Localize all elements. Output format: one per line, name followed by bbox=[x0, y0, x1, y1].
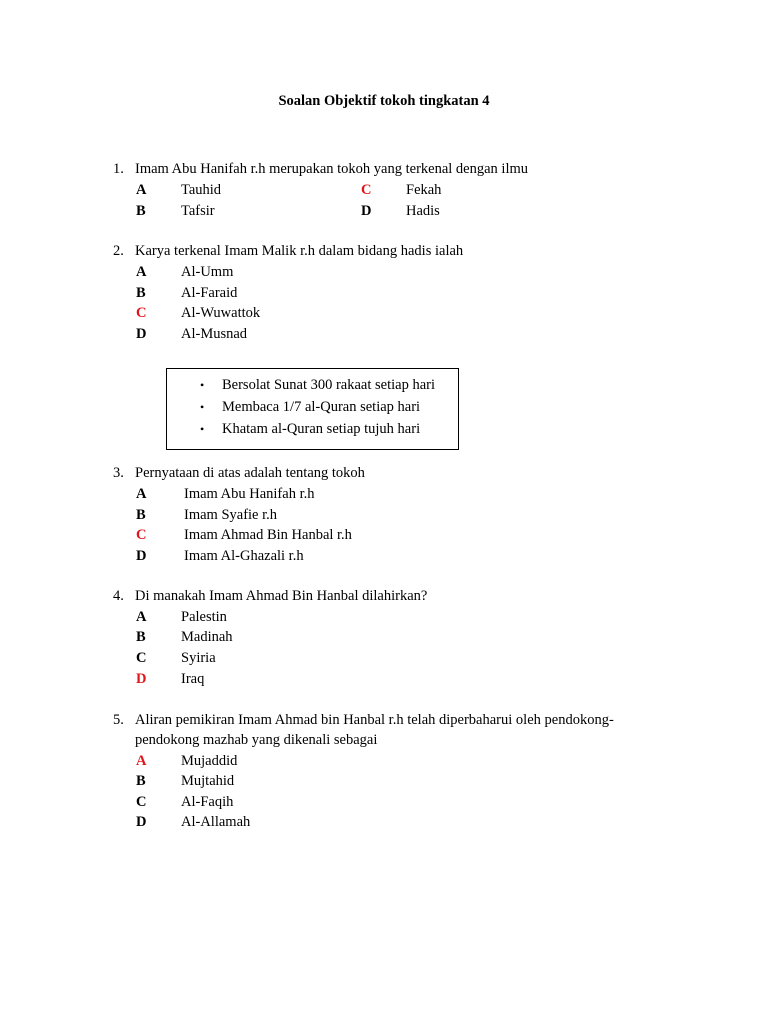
option-text-a: Palestin bbox=[181, 609, 227, 625]
option-letter-c-answer: C bbox=[136, 527, 147, 543]
question-text: Di manakah Imam Ahmad Bin Hanbal dilahirkan? bbox=[135, 588, 428, 604]
option-letter-b: B bbox=[136, 203, 146, 219]
option-text-b: Al-Faraid bbox=[181, 285, 238, 301]
option-text-a: Al-Umm bbox=[181, 264, 234, 280]
option-text-b: Madinah bbox=[181, 629, 233, 645]
option-text-a: Tauhid bbox=[181, 182, 222, 198]
option-letter-d: D bbox=[136, 326, 147, 342]
option-text-d: Imam Al-Ghazali r.h bbox=[184, 548, 304, 564]
option-letter-c-answer: C bbox=[361, 182, 372, 198]
option-text-d: Al-Musnad bbox=[181, 326, 248, 342]
option-letter-b: B bbox=[136, 629, 146, 645]
option-letter-a: A bbox=[136, 182, 147, 198]
option-letter-c-answer: C bbox=[136, 305, 147, 321]
option-letter-c: C bbox=[136, 650, 147, 666]
option-letter-d: D bbox=[136, 548, 147, 564]
option-letter-d: D bbox=[361, 203, 372, 219]
statement-item: Membaca 1/7 al-Quran setiap hari bbox=[222, 399, 421, 415]
option-text-b: Imam Syafie r.h bbox=[184, 507, 278, 523]
question-text: Karya terkenal Imam Malik r.h dalam bidang hadis ialah bbox=[135, 243, 464, 259]
option-text-c: Syiria bbox=[181, 650, 216, 666]
option-letter-a: A bbox=[136, 609, 147, 625]
option-letter-a: A bbox=[136, 486, 147, 502]
option-letter-d: D bbox=[136, 814, 147, 830]
option-text-a: Mujaddid bbox=[181, 753, 238, 769]
bullet-icon: • bbox=[200, 422, 205, 436]
option-text-a: Imam Abu Hanifah r.h bbox=[184, 486, 315, 502]
option-letter-b: B bbox=[136, 773, 146, 789]
option-text-d: Al-Allamah bbox=[181, 814, 251, 830]
question-text: Imam Abu Hanifah r.h merupakan tokoh yang terkenal dengan ilmu bbox=[135, 161, 529, 177]
page-title: Soalan Objektif tokoh tingkatan 4 bbox=[278, 93, 490, 109]
question-text: Pernyataan di atas adalah tentang tokoh bbox=[135, 465, 365, 481]
option-letter-b: B bbox=[136, 507, 146, 523]
option-letter-d-answer: D bbox=[136, 671, 147, 687]
option-text-d: Hadis bbox=[406, 203, 440, 219]
question-number: 2. bbox=[113, 243, 124, 259]
bullet-icon: • bbox=[200, 378, 205, 392]
question-number: 1. bbox=[113, 161, 124, 177]
option-text-d: Iraq bbox=[181, 671, 205, 687]
question-text-line-1: Aliran pemikiran Imam Ahmad bin Hanbal r.h telah diperbaharui oleh pendokong- bbox=[135, 712, 614, 728]
question-number: 3. bbox=[113, 465, 124, 481]
question-number: 5. bbox=[113, 712, 124, 728]
statement-item: Khatam al-Quran setiap tujuh hari bbox=[222, 421, 421, 437]
bullet-icon: • bbox=[200, 400, 205, 414]
question-number: 4. bbox=[113, 588, 124, 604]
option-letter-b: B bbox=[136, 285, 146, 301]
option-text-b: Tafsir bbox=[181, 203, 215, 219]
option-text-c: Al-Wuwattok bbox=[181, 305, 261, 321]
option-letter-a: A bbox=[136, 264, 147, 280]
question-text-line-2: pendokong mazhab yang dikenali sebagai bbox=[135, 732, 378, 748]
option-text-c: Imam Ahmad Bin Hanbal r.h bbox=[184, 527, 352, 543]
statement-item: Bersolat Sunat 300 rakaat setiap hari bbox=[222, 377, 436, 393]
option-letter-c: C bbox=[136, 794, 147, 810]
option-text-b: Mujtahid bbox=[181, 773, 235, 789]
option-letter-a-answer: A bbox=[136, 753, 147, 769]
option-text-c: Fekah bbox=[406, 182, 442, 198]
option-text-c: Al-Faqih bbox=[181, 794, 234, 810]
